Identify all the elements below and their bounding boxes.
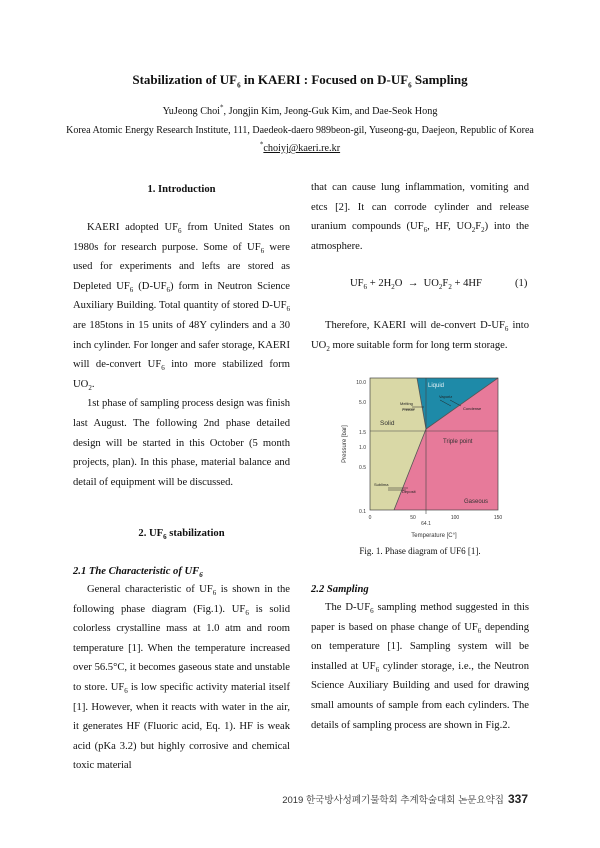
affiliation: Korea Atomic Energy Research Institute, 111, Daedeok-daero 989beon-gil, Yuseong-gu, Daejeon, Republic of Korea: [66, 125, 534, 136]
y-tick: 0.5: [359, 465, 366, 471]
phase-diagram: [336, 374, 516, 542]
y-tick: 10.0: [356, 380, 366, 386]
page-footer: [282, 792, 528, 806]
x-tick: 150: [493, 515, 503, 521]
melting-label: Melting: [400, 401, 413, 406]
contact-email[interactable]: *choiyj@kaeri.re.kr: [259, 140, 341, 154]
author-list: YuJeong Choi*, Jongjin Kim, Jeong-Guk Kim, and Dae-Seok Hong: [162, 103, 438, 117]
deconvert-paragraph: Therefore, KAERI will de-convert $D-UF_6$ into $UO_2$ more suitable form for long term storage.: [311, 320, 529, 353]
gaseous-label: Gaseous: [464, 499, 489, 505]
figure-caption: Fig. 1. Phase diagram of UF6 [1].: [359, 546, 481, 556]
intro-paragraph-1: KAERI adopted $UF_6$ from United States on 1980s for research purpose. Some of $UF_6$ were used for experiments and lefts are stored as Depleted $UF_6$ $(D-UF_6)$ form in Neutron Science Auxiliary Building. Total quantity of stored $D-UF_6$ are 185tons in 15 units of 48Y cylinders and a 30 inch cylinder. For longer and safer storage, KAERI will de-convert $UF_6$ into more stabilized form $UO_2$. 1st phase of sampling process design was finish last August. The following 2nd phase detailed design will be started in this October (5 month projects, plan). In this phase, material balance and detail of equipment will be discussed.: [73, 218, 290, 492]
x-tick: 50: [410, 515, 416, 521]
equation-1: $UF_6 + 2H_2O \to UO_2F_2 + 4HF$: [350, 278, 482, 292]
x-tick: 0: [368, 515, 372, 521]
y-axis-label: Pressure [bar]: [342, 425, 348, 463]
vaporiz-label: Vaporiz: [439, 394, 453, 399]
characteristic-paragraph: General characteristic of $UF_6$ is shown in the following phase diagram (Fig.1). $UF_6$ is solid colorless crystalline mass at 1.0 atm and room temperature [1]. When the temperature increased over 56.5°C, it becomes gaseous state and unstable to store. $UF_6$ is low specific activity material itself [1]. However, when it reacts with water in the air, it generates HF (Fluoric acid, Eq. 1). HF is weak acid (pKa 3.2) but highly corrosive and chemical toxic material: [73, 584, 290, 772]
section-heading-stabilization: 2. $UF_6$ stabilization: [138, 528, 225, 542]
deposit-label: Deposit: [402, 489, 416, 494]
y-tick: 5.0: [359, 400, 366, 406]
triple-point-label: Triple point: [443, 439, 473, 445]
y-tick: 1.0: [359, 445, 366, 451]
intro-paragraph-2: 1st phase of sampling process design was finish last August. The following 2nd phase detailed design will be started in this October (5 month projects, plan). In this phase, material balance and detail of equipment will be discussed.: [73, 398, 290, 488]
sampling-paragraph: The $D-UF_6$ sampling method suggested in this paper is based on phase change of $UF_6$ depending on temperature [1]. Sampling system will be installed at $UF_6$ cylinder storage, i.e., the Neutron Science Auxiliary Building and used for drawing small amounts of sample from each cylinders. The details of sampling process are shown in Fig.2.: [311, 602, 530, 731]
equation-number: (1): [515, 278, 528, 289]
x-tick: 100: [450, 515, 460, 521]
condense-label: Condense: [463, 406, 482, 411]
section-heading-introduction: 1. Introduction: [147, 184, 216, 195]
page-number: 337: [507, 792, 528, 806]
characteristic-paragraph-continued: that can cause lung inflammation, vomiting and etcs [2]. It can corrode cylinder and release uranium compounds ($UF_6$, HF, $UO_2F_2$) into the atmosphere.: [311, 182, 529, 252]
y-tick: 1.5: [359, 430, 366, 436]
solid-label: Solid: [380, 420, 395, 427]
proceedings-title: 2019 한국방사성폐기물학회 추계학술대회 논문요약집: [282, 795, 504, 806]
subsection-heading-sampling: 2.2 Sampling: [311, 584, 369, 595]
y-tick: 0.1: [359, 509, 366, 515]
liquid-label: Liquid: [428, 383, 445, 389]
x-tick-triple: 64.1: [421, 521, 431, 527]
x-axis-label: Temperature [C°]: [411, 533, 457, 539]
sublima-label: Sublima: [374, 482, 389, 487]
subsection-heading-characteristic: 2.1 The Characteristic of $UF_6$: [73, 566, 203, 580]
paper-title: Stabilization of $UF_6$ in KAERI : Focused on $D-UF_6$ Sampling: [132, 72, 468, 90]
freeze-label: Freeze: [402, 407, 415, 412]
